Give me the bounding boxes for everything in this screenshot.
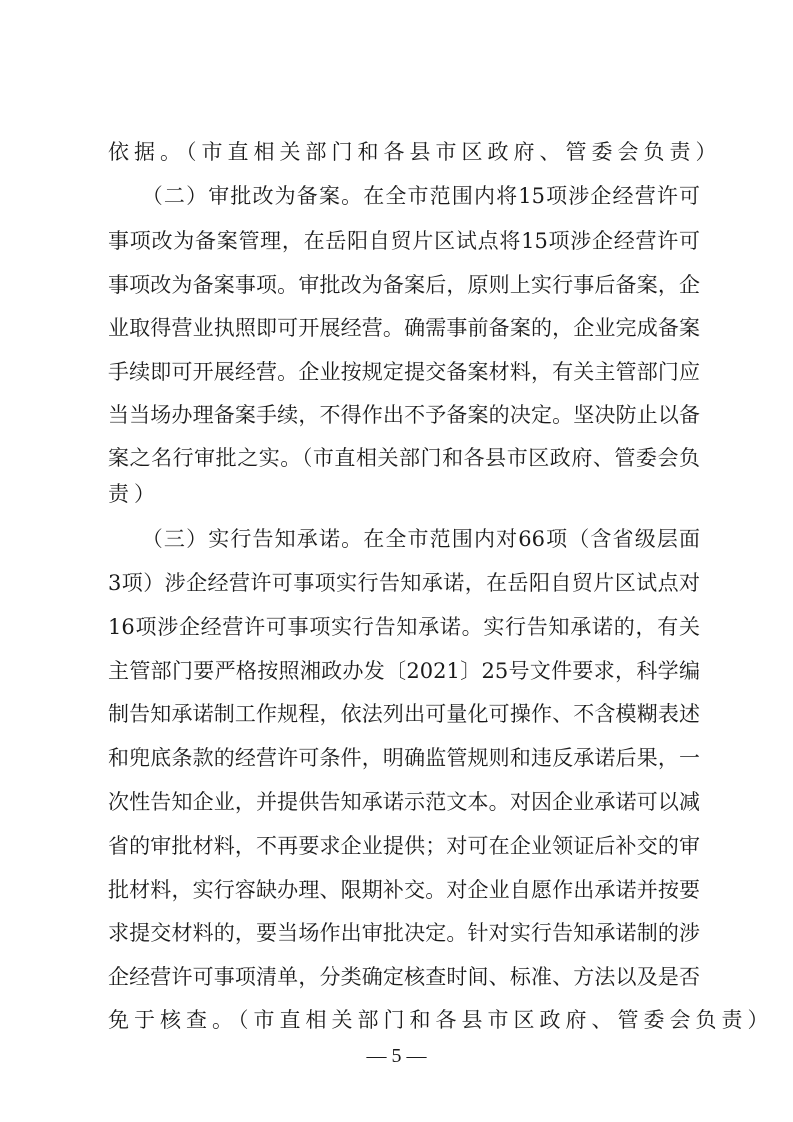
text-line: 责） <box>108 482 160 506</box>
section-3-heading-line: （三）实行告知承诺。在全市范围内对66项（含省级层面 <box>108 527 700 551</box>
text-line: 依据。（市直相关部门和各县市区政府、管委会负责） <box>108 140 722 164</box>
text-line: 3项）涉企经营许可事项实行告知承诺，在岳阳自贸片区试点对 <box>108 571 700 595</box>
text-line: 主管部门要严格按照湘政办发〔2021〕25号文件要求，科学编 <box>108 659 700 683</box>
text-line: 省的审批材料，不再要求企业提供；对可在企业领证后补交的审 <box>108 834 700 858</box>
text-line: 案之名行审批之实。（市直相关部门和各县市区政府、管委会负 <box>108 446 700 470</box>
text-line: 免于核查。（市直相关部门和各县市区政府、管委会负责） <box>108 1008 774 1032</box>
text-line: 当当场办理备案手续，不得作出不予备案的决定。坚决防止以备 <box>108 403 700 427</box>
page-number: — 5 — <box>366 1045 427 1067</box>
text-line: 事项改为备案管理，在岳阳自贸片区试点将15项涉企经营许可 <box>108 229 700 253</box>
text-line: 业取得营业执照即可开展经营。确需事前备案的，企业完成备案 <box>108 316 700 340</box>
text-line: 和兜底条款的经营许可条件，明确监管规则和违反承诺后果，一 <box>108 746 700 770</box>
text-line: 求提交材料的，要当场作出审批决定。针对实行告知承诺制的涉 <box>108 921 700 945</box>
text-line: 事项改为备案事项。审批改为备案后，原则上实行事后备案，企 <box>108 273 700 297</box>
text-line: 企经营许可事项清单，分类确定核查时间、标准、方法以及是否 <box>108 965 700 989</box>
text-line: 16项涉企经营许可事项实行告知承诺。实行告知承诺的，有关 <box>108 615 700 639</box>
text-line: 次性告知企业，并提供告知承诺示范文本。对因企业承诺可以减 <box>108 790 700 814</box>
text-line: 制告知承诺制工作规程，依法列出可量化可操作、不含模糊表述 <box>108 702 700 726</box>
text-line: 批材料，实行容缺办理、限期补交。对企业自愿作出承诺并按要 <box>108 878 700 902</box>
text-line: 手续即可开展经营。企业按规定提交备案材料，有关主管部门应 <box>108 360 700 384</box>
section-2-heading-line: （二）审批改为备案。在全市范围内将15项涉企经营许可 <box>108 184 700 208</box>
